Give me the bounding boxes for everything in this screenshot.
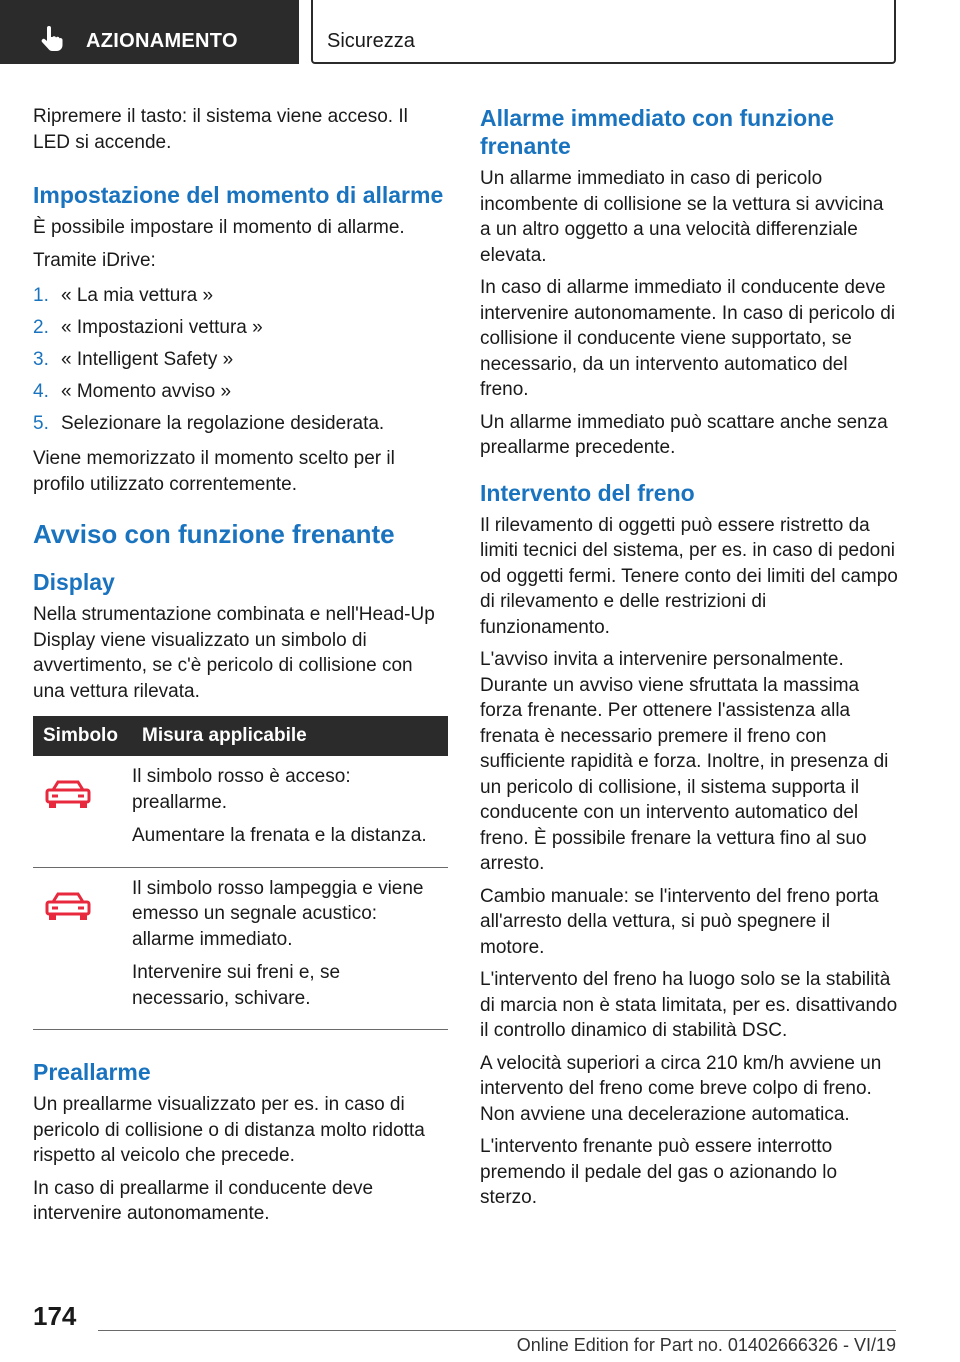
step-number: 4. <box>33 381 49 403</box>
heading-avviso-frenante: Avviso con funzione frenante <box>33 519 395 549</box>
header-chapter-label: Sicurezza <box>327 30 415 52</box>
measure-cell <box>132 867 448 1030</box>
measure-line: Il simbolo rosso lampeggia e viene emesso un segnale acustico: allarme immediato. <box>132 877 424 950</box>
hand-pointer-icon <box>38 26 64 57</box>
table-row <box>33 867 448 1030</box>
list-item <box>33 376 448 408</box>
paragraph-immediato-1: Un allarme immediato in caso di pericolo incombente di collisione se la vettura si avvicina a un altro oggetto a una velocità differenziale elevata. <box>480 168 884 266</box>
idrive-steps-list <box>33 280 448 440</box>
paragraph-freno-4: L'intervento del freno ha luogo solo se la stabilità di marcia non è stata limitata, per es. disattivando il controllo dinamico di stabilità DSC. <box>480 969 898 1041</box>
list-item <box>33 312 448 344</box>
step-number: 1. <box>33 285 49 307</box>
step-number: 3. <box>33 349 49 371</box>
heading-preallarme: Preallarme <box>33 1059 151 1085</box>
table-header-misura: Misura applicabile <box>132 716 448 756</box>
paragraph-preallarme-2: In caso di preallarme il conducente deve intervenire autonomamente. <box>33 1177 374 1224</box>
paragraph-idrive: Tramite iDrive: <box>33 249 156 271</box>
list-item <box>33 344 448 376</box>
header-chapter-tab <box>311 0 896 64</box>
paragraph-momento: È possibile impostare il momento di allarme. <box>33 217 405 238</box>
heading-display: Display <box>33 569 115 595</box>
step-number: 5. <box>33 413 49 435</box>
right-column <box>480 104 898 1218</box>
table-header-simbolo: Simbolo <box>33 716 132 756</box>
step-text: Selezionare la regolazione desiderata. <box>61 413 385 435</box>
footer-divider <box>98 1330 896 1331</box>
step-number: 2. <box>33 317 49 339</box>
symbol-cell <box>33 867 132 1030</box>
paragraph-memorizzato: Viene memorizzato il momento scelto per il profilo utilizzato correntemente. <box>33 448 395 495</box>
heading-momento-allarme: Impostazione del momento di allarme <box>33 182 444 208</box>
paragraph-preallarme-1: Un preallarme visualizzato per es. in caso di pericolo di collisione o di distanza molto ridotta rispetto al veicolo che precede. <box>33 1094 425 1166</box>
footer-edition: Online Edition for Part no. 01402666326 - VI/19 <box>516 1335 896 1355</box>
car-warning-icon <box>43 794 93 815</box>
heading-intervento-freno: Intervento del freno <box>480 479 695 506</box>
paragraph-freno-5: A velocità superiori a circa 210 km/h avviene un intervento del freno come breve colpo di freno. Non avviene una decelerazione automatica. <box>480 1052 882 1125</box>
car-warning-icon <box>43 906 93 927</box>
measure-line: Aumentare la frenata e la distanza. <box>132 825 427 846</box>
page-number: 174 <box>33 1301 77 1331</box>
table-row <box>33 756 448 867</box>
step-text: « Impostazioni vettura » <box>61 317 263 339</box>
table-header-row <box>33 716 448 756</box>
list-item <box>33 280 448 312</box>
step-text: « La mia vettura » <box>61 285 214 307</box>
header-section-tab <box>0 0 299 64</box>
measure-line: Intervenire sui freni e, se necessario, schivare. <box>132 962 341 1009</box>
step-text: « Intelligent Safety » <box>61 349 234 371</box>
heading-allarme-immediato: Allarme immediato con funzione frenante <box>480 105 834 159</box>
list-item <box>33 408 448 440</box>
paragraph-freno-6: L'intervento frenante può essere interrotto premendo il pedale del gas o azionando lo sterzo. <box>480 1136 838 1208</box>
paragraph-freno-2: L'avviso invita a intervenire personalmente. Durante un avviso viene sfruttata la massima forza frenante. Per ottenere l'assistenza alla frenata è necessario premere il freno con sufficiente rapidità e forza. Inoltre, in presenza di un pericolo di collisione, il sistema supporta il conducente con un intervento automatico del freno. È possibile frenare la vettura fino al suo arresto. <box>480 649 889 874</box>
paragraph-freno-3: Cambio manuale: se l'intervento del freno porta all'arresto della vettura, si può spegnere il motore. <box>480 885 879 958</box>
paragraph-freno-1: Il rilevamento di oggetti può essere ristretto da limiti tecnici del sistema, per es. in caso di pedoni od oggetti fermi. Tenere conto dei limiti del campo di rilevamento e delle restrizioni di funzionamento. <box>480 514 898 638</box>
left-column <box>33 104 448 1234</box>
paragraph-display: Nella strumentazione combinata e nell'Head-Up Display viene visualizzato un simbolo di avvertimento, se c'è pericolo di collisione con una vettura rilevata. <box>33 604 435 702</box>
measure-line: Il simbolo rosso è acceso: preallarme. <box>132 766 351 813</box>
symbol-cell <box>33 756 132 867</box>
measure-cell <box>132 756 448 867</box>
paragraph-immediato-3: Un allarme immediato può scattare anche senza preallarme precedente. <box>480 411 888 458</box>
step-text: « Momento avviso » <box>61 381 232 403</box>
intro-paragraph: Ripremere il tasto: il sistema viene acceso. Il LED si accende. <box>33 106 408 153</box>
symbol-table <box>33 716 448 1030</box>
paragraph-immediato-2: In caso di allarme immediato il conducente deve intervenire autonomamente. In caso di pericolo di collisione il conducente viene supportato, se necessario, da un intervento automatico del freno. <box>480 277 896 400</box>
header-section-label: AZIONAMENTO <box>86 30 238 52</box>
